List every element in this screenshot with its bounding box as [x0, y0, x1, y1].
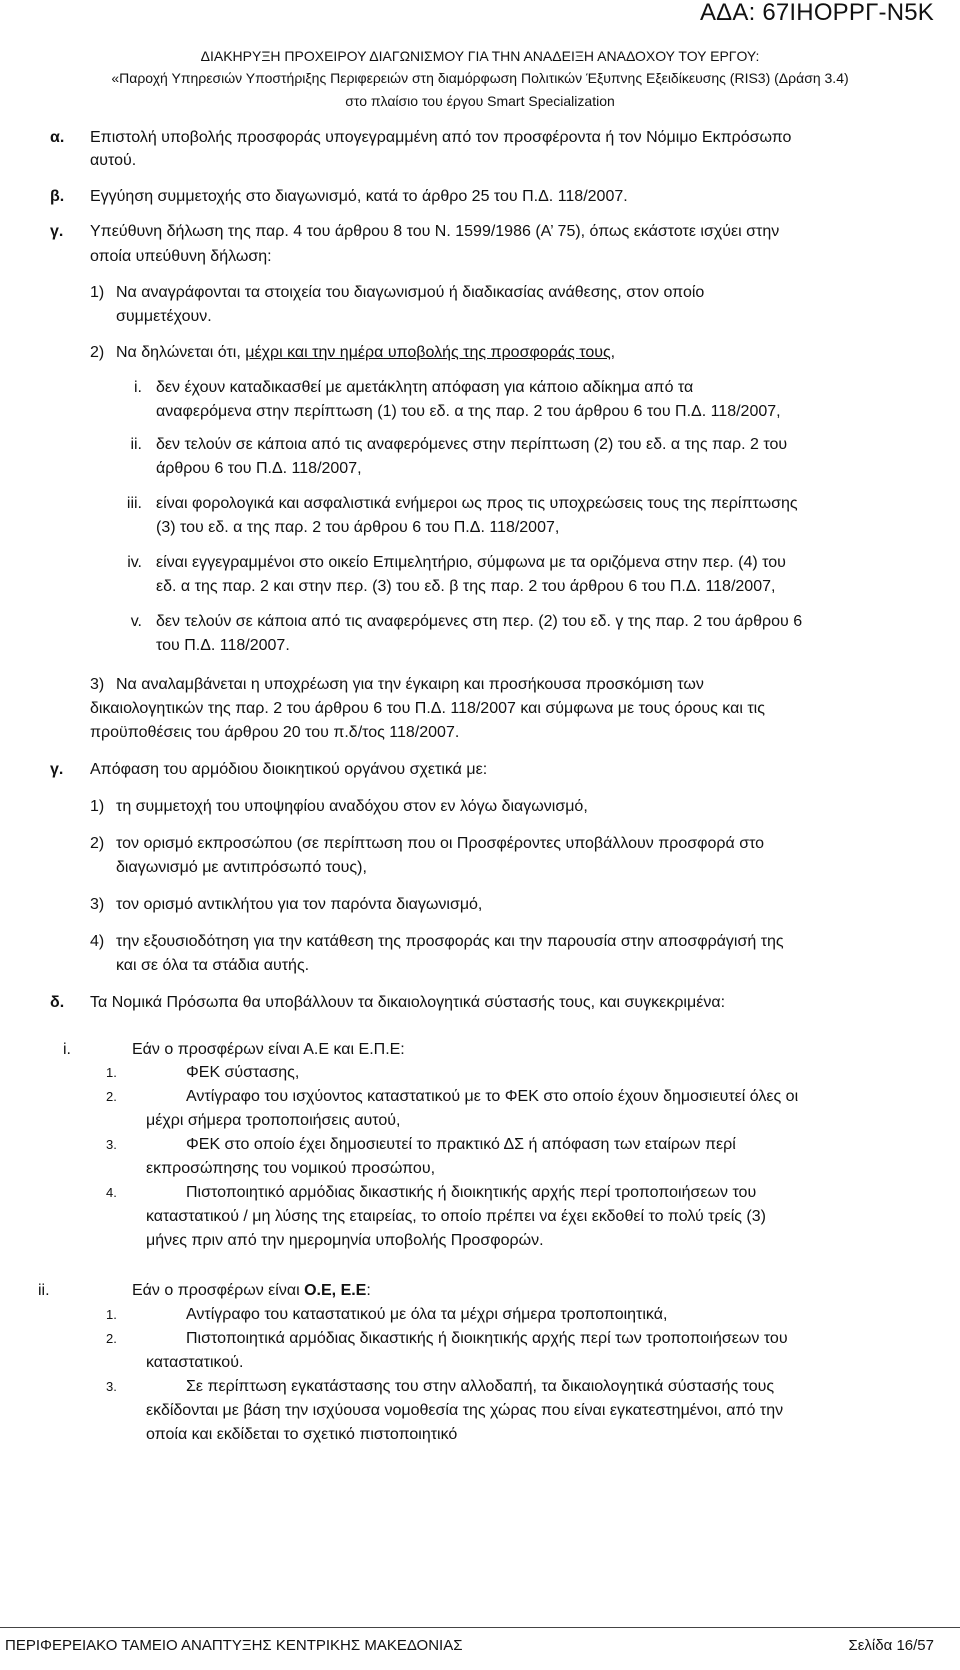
g1-item2-underlined: μέχρι και την ημέρα υποβολής της προσφοράς τους — [245, 344, 611, 361]
header-line-1: ΔΙΑΚΗΡΥΞΗ ΠΡΟΧΕΙΡΟΥ ΔΙΑΓΩΝΙΣΜΟΥ ΓΙΑ ΤΗΝ ΑΝΑΔΕΙΞΗ ΑΝΑΔΟΧΟΥ ΤΟΥ ΕΡΓΟΥ: — [200, 48, 760, 64]
g1-sub-iv-line-2: εδ. α της παρ. 2 και στην περ. (3) του εδ. β της παρ. 2 του άρθρου 6 του Π.Δ. 118/2007, — [156, 578, 776, 595]
d-ii-3-line-3: οποία και εκδίδεται το σχετικό πιστοποιητικό — [146, 1426, 458, 1443]
item-a-line-2: αυτού. — [90, 152, 137, 169]
g2-item1-line-1: τη συμμετοχή του υποψηφίου αναδόχου στον εν λόγω διαγωνισμό, — [116, 798, 588, 815]
g1-sub-ii-line-2: άρθρου 6 του Π.Δ. 118/2007, — [156, 460, 362, 477]
d-ii-3-num: 3. — [106, 1379, 117, 1394]
g1-sub-i-line-2: αναφερόμενα στην περίπτωση (1) του εδ. α της παρ. 2 του άρθρου 6 του Π.Δ. 118/2007, — [156, 403, 781, 420]
d-i-3-line-2: εκπροσώπησης του νομικού προσώπου, — [146, 1160, 436, 1177]
g2-item4-num: 4) — [90, 933, 105, 950]
header-line-2: «Παροχή Υπηρεσιών Υποστήριξης Περιφερειών στη διαμόρφωση Πολιτικών Έξυπνης Εξειδίκευσης (RIS3) (Δράση 3.4) — [111, 70, 849, 86]
d-ii-2-line-2: καταστατικού. — [146, 1354, 244, 1371]
item-a-label: α. — [50, 129, 65, 146]
header-line-3: στο πλαίσιο του έργου Smart Specialization — [345, 93, 615, 109]
item-d-label: δ. — [50, 994, 65, 1011]
g1-sub-v-line-2: του Π.Δ. 118/2007. — [156, 637, 290, 654]
d-i-3-num: 3. — [106, 1137, 117, 1152]
d-ii-3-line-1: Σε περίπτωση εγκατάστασης του στην αλλοδαπή, τα δικαιολογητικά σύστασής τους — [186, 1378, 775, 1395]
g1-sub-iv-line-1: είναι εγγεγραμμένοι στο οικείο Επιμελητήριο, σύμφωνα με τα οριζόμενα στην περ. (4) του — [156, 554, 786, 571]
d-ii-1-num: 1. — [106, 1307, 117, 1322]
item-b-text: Εγγύηση συμμετοχής στο διαγωνισμό, κατά το άρθρο 25 του Π.Δ. 118/2007. — [90, 188, 628, 205]
d-ii-title — [132, 1279, 371, 1302]
item-g2-label: γ. — [50, 761, 64, 778]
d-ii-1-line-1: Αντίγραφο του καταστατικού με όλα τα μέχρι σήμερα τροποποιητικά, — [186, 1306, 668, 1323]
d-i-2-num: 2. — [106, 1089, 117, 1104]
g1-item2-text — [116, 341, 615, 364]
g2-item3-num: 3) — [90, 896, 105, 913]
g1-sub-iii-num: iii. — [126, 495, 142, 512]
item-b-label: β. — [50, 188, 65, 205]
item-g2-text: Απόφαση του αρμόδιου διοικητικού οργάνου σχετικά με: — [90, 761, 488, 778]
g1-item2-num: 2) — [90, 344, 105, 361]
g1-sub-iv-num: iv. — [127, 554, 142, 571]
g1-item2-pre: Να δηλώνεται ότι, — [116, 344, 246, 361]
g1-sub-ii-num: ii. — [130, 436, 142, 453]
d-i-4-line-1: Πιστοποιητικό αρμόδιας δικαστικής ή διοικητικής αρχής περί τροποποιήσεων του — [186, 1184, 757, 1201]
g2-item2-line-1: τον ορισμό εκπροσώπου (σε περίπτωση που οι Προσφέροντες υποβάλλουν προσφορά στο — [116, 835, 765, 852]
d-ii-title-bold: Ο.Ε, Ε.Ε — [304, 1282, 367, 1299]
d-i-4-num: 4. — [106, 1185, 117, 1200]
g2-item3-line-1: τον ορισμό αντικλήτου για τον παρόντα διαγωνισμό, — [116, 896, 483, 913]
g1-sub-iii-line-2: (3) του εδ. α της παρ. 2 του άρθρου 6 του Π.Δ. 118/2007, — [156, 519, 560, 536]
g1-item3-line-2: δικαιολογητικών της παρ. 2 του άρθρου 6 του Π.Δ. 118/2007 και σύμφωνα με τους όρους και τις — [90, 700, 765, 717]
g2-item1-num: 1) — [90, 798, 105, 815]
ada-code: ΑΔΑ: 67ΙΗΟΡΡΓ-Ν5Κ — [699, 0, 934, 26]
d-ii-title-pre: Εάν ο προσφέρων είναι — [132, 1282, 305, 1299]
item-g1-line-2: οποία υπεύθυνη δήλωση: — [90, 248, 272, 265]
g1-sub-v-num: v. — [130, 613, 142, 630]
item-g1-label: γ. — [50, 223, 64, 240]
g1-item3-line-3: προϋποθέσεις του άρθρου 20 του π.δ/τος 118/2007. — [90, 724, 460, 741]
d-ii-3-line-2: εκδίδονται με βάση την ισχύουσα νομοθεσία της χώρας που είναι εγκατεστημένοι, από την — [146, 1402, 784, 1419]
item-d-text: Τα Νομικά Πρόσωπα θα υποβάλλουν τα δικαιολογητικά σύστασής τους, και συγκεκριμένα: — [90, 994, 726, 1011]
g1-sub-ii-line-1: δεν τελούν σε κάποια από τις αναφερόμενες στην περίπτωση (2) του εδ. α της παρ. 2 του — [156, 436, 788, 453]
item-g1-line-1: Υπεύθυνη δήλωση της παρ. 4 του άρθρου 8 του Ν. 1599/1986 (Α’ 75), όπως εκάστοτε ισχύει στην — [90, 223, 780, 240]
footer-rule — [0, 1627, 960, 1628]
d-i-4-line-2: καταστατικού / μη λύσης της εταιρείας, το οποίο πρέπει να έχει εκδοθεί το πολύ τρείς (3) — [146, 1208, 766, 1225]
g1-item3-line-1: Να αναλαμβάνεται η υποχρέωση για την έγκαιρη και προσήκουσα προσκόμιση των — [116, 676, 704, 693]
g1-item1-num: 1) — [90, 284, 105, 301]
page-number: Σελίδα 16/57 — [848, 1637, 934, 1654]
g1-sub-i-num: i. — [134, 379, 142, 396]
g1-item1-line-2: συμμετέχουν. — [116, 308, 212, 325]
footer-organization: ΠΕΡΙΦΕΡΕΙΑΚΟ ΤΑΜΕΙΟ ΑΝΑΠΤΥΞΗΣ ΚΕΝΤΡΙΚΗΣ ΜΑΚΕΔΟΝΙΑΣ — [5, 1637, 463, 1654]
g2-item2-line-2: διαγωνισμό με αντιπρόσωπό τους), — [116, 859, 367, 876]
d-i-1-num: 1. — [106, 1065, 117, 1080]
g1-sub-iii-line-1: είναι φορολογικά και ασφαλιστικά ενήμεροι ως προς τις υποχρεώσεις τους της περίπτωσης — [156, 495, 798, 512]
d-ii-num: ii. — [38, 1282, 50, 1299]
item-a-line-1: Επιστολή υποβολής προσφοράς υπογεγραμμένη από τον προσφέροντα ή τον Νόμιμο Εκπρόσωπο — [90, 129, 792, 146]
g1-sub-v-line-1: δεν τελούν σε κάποια από τις αναφερόμενες στη περ. (2) του εδ. γ της παρ. 2 του άρθρου 6 — [156, 613, 803, 630]
d-i-4-line-3: μήνες πριν από την ημερομηνία υποβολής Προσφορών. — [146, 1232, 544, 1249]
d-i-title: Εάν ο προσφέρων είναι Α.Ε και Ε.Π.Ε: — [132, 1041, 405, 1058]
g2-item4-line-2: και σε όλα τα στάδια αυτής. — [116, 957, 310, 974]
g2-item4-line-1: την εξουσιοδότηση για την κατάθεση της προσφοράς και την παρουσία στην αποσφράγισή της — [116, 933, 784, 950]
d-i-2-line-2: μέχρι σήμερα τροποποιήσεις αυτού, — [146, 1112, 401, 1129]
g1-item2-post: , — [610, 344, 616, 361]
d-i-2-line-1: Αντίγραφο του ισχύοντος καταστατικού με το ΦΕΚ στο οποίο έχουν δημοσιευτεί όλες οι — [186, 1088, 799, 1105]
d-i-num: i. — [63, 1041, 71, 1058]
d-i-1-line-1: ΦΕΚ σύστασης, — [186, 1064, 300, 1081]
g1-item1-line-1: Να αναγράφονται τα στοιχεία του διαγωνισμού ή διαδικασίας ανάθεσης, στον οποίο — [116, 284, 705, 301]
d-ii-title-post: : — [366, 1282, 371, 1299]
g1-item3-num: 3) — [90, 676, 105, 693]
d-i-3-line-1: ΦΕΚ στο οποίο έχει δημοσιευτεί το πρακτικό ΔΣ ή απόφαση των εταίρων περί — [186, 1136, 736, 1153]
g1-sub-i-line-1: δεν έχουν καταδικασθεί με αμετάκλητη απόφαση για κάποιο αδίκημα από τα — [156, 379, 694, 396]
g2-item2-num: 2) — [90, 835, 105, 852]
d-ii-2-num: 2. — [106, 1331, 117, 1346]
d-ii-2-line-1: Πιστοποιητικά αρμόδιας δικαστικής ή διοικητικής αρχής περί των τροποποιήσεων του — [186, 1330, 788, 1347]
